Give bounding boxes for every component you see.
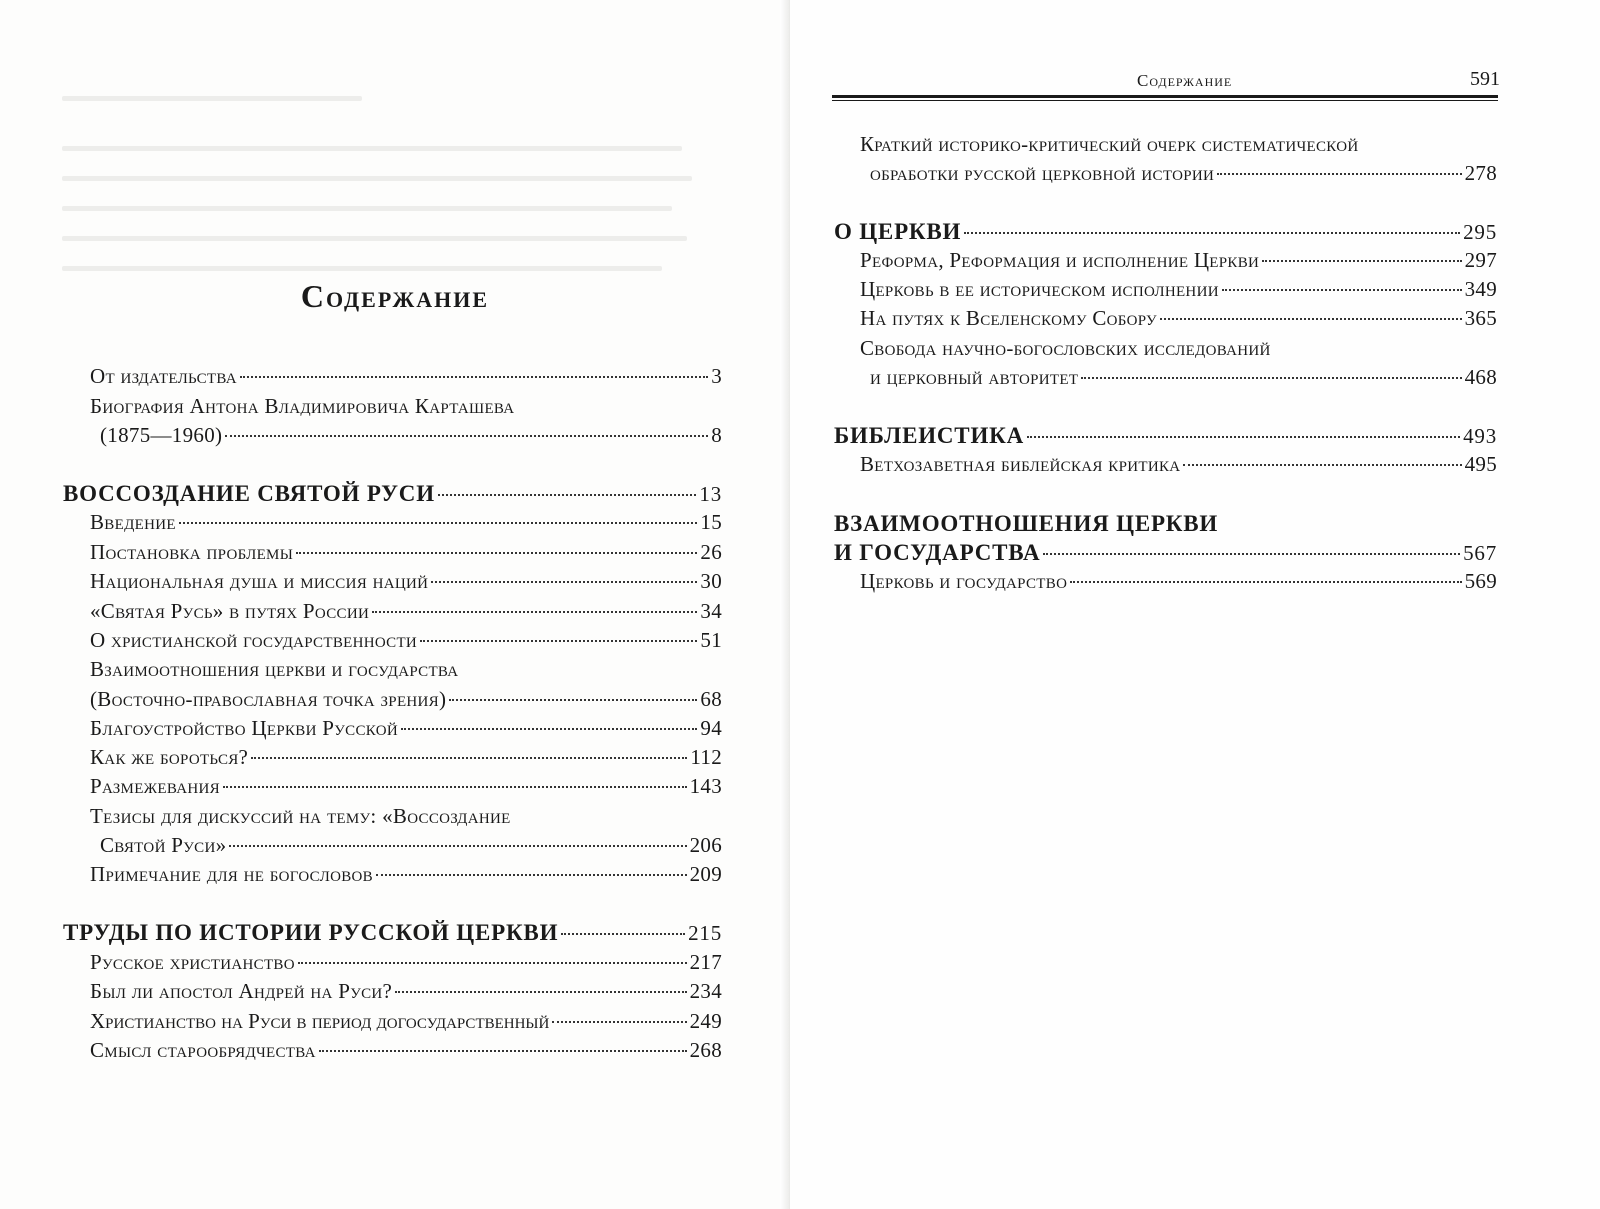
toc-entry-title: От издательства [90,364,237,388]
dot-leader [319,1050,687,1052]
toc-entry-title[interactable]: Свобода научно-богословских исследований [860,336,1271,360]
dot-leader [438,494,696,496]
toc-entry[interactable] [90,948,722,977]
toc-entry[interactable] [90,714,722,743]
toc-entry[interactable] [860,450,1497,479]
toc-entry[interactable] [860,304,1497,333]
toc-entry[interactable] [90,508,722,537]
toc-entry-page: 297 [1464,248,1497,272]
toc-entry-page: 143 [689,774,722,798]
toc-entry-page: 3 [711,364,722,388]
dot-leader [251,757,687,759]
toc-entry-title: Смысл старообрядчества [90,1038,316,1062]
toc-entry-title: Реформа, Реформация и исполнение Церкви [860,248,1260,272]
toc-entry[interactable] [90,538,722,567]
toc-entry[interactable] [860,567,1497,596]
toc-entry-page: 493 [1463,424,1497,448]
dot-leader [449,699,697,701]
dot-leader [1043,553,1460,555]
toc-entry[interactable] [870,159,1497,188]
dot-leader [1217,173,1461,175]
dot-leader [1160,318,1462,320]
bleed-through [62,176,692,181]
bleed-through [62,146,682,151]
dot-leader [225,435,708,437]
toc-entry-page: 217 [689,950,722,974]
toc-entry[interactable] [90,860,722,889]
toc-entry[interactable] [90,977,722,1006]
toc-entry-title[interactable]: Биография Антона Владимировича Карташева [90,394,515,418]
toc-entry-page: 8 [711,423,722,447]
bleed-through [62,96,362,101]
toc-section[interactable] [834,421,1497,451]
toc-entry-page: 94 [700,716,722,740]
toc-entry-title: Как же бороться? [90,745,249,769]
toc-entry[interactable] [90,685,722,714]
bleed-through [62,236,687,241]
dot-leader [1262,260,1461,262]
toc-entry-title: О христианской государственности [90,628,418,652]
toc-entry-page: 234 [689,979,722,1003]
header-rule [832,95,1498,98]
toc-entry-title: Благоустройство Церкви Русской [90,716,398,740]
dot-leader [223,786,687,788]
toc-entry-page: 34 [700,599,722,623]
dot-leader [1222,289,1462,291]
dot-leader [401,728,697,730]
toc-entry-title: Введение [90,510,176,534]
toc-entry-page: 112 [690,745,722,769]
toc-entry-title: Размежевания [90,774,220,798]
toc-entry[interactable] [90,567,722,596]
toc-section[interactable] [63,918,722,948]
toc-entry-page: 68 [700,687,722,711]
toc-entry-page: 495 [1464,452,1497,476]
toc-entry-title: Церковь в ее историческом исполнении [860,277,1219,301]
toc-entry[interactable] [860,275,1497,304]
toc-entry-page: 51 [700,628,722,652]
dot-leader [552,1021,686,1023]
dot-leader [395,991,686,993]
toc-entry-page: 365 [1464,306,1497,330]
dot-leader [561,933,685,935]
toc-section-title: БИБЛЕИСТИКА [834,423,1025,448]
toc-section-title: О ЦЕРКВИ [834,219,962,244]
toc-entry[interactable] [90,772,722,801]
bleed-through [62,266,662,271]
dot-leader [964,232,1460,234]
toc-section-title: ТРУДЫ ПО ИСТОРИИ РУССКОЙ ЦЕРКВИ [63,920,559,945]
dot-leader [296,552,697,554]
toc-entry-title: и церковный авторитет [870,365,1079,389]
toc-entry[interactable] [860,246,1497,275]
header-rule-thin [832,100,1498,101]
toc-entry[interactable] [90,743,722,772]
toc-entry-page: 249 [689,1009,722,1033]
toc-entry-page: 468 [1464,365,1497,389]
toc-entry[interactable] [100,831,722,860]
toc-entry-title: обработки русской церковной истории [870,161,1215,185]
dot-leader [1027,436,1460,438]
toc-entry[interactable] [90,1036,722,1065]
toc-entry-title[interactable]: Краткий историко-критический очерк систематической [860,132,1359,156]
page-number: 591 [1470,68,1500,90]
left-page [0,0,790,1209]
toc-section-title: И ГОСУДАРСТВА [834,540,1041,565]
running-head: Содержание [1137,71,1233,90]
toc-entry-title: Ветхозаветная библейская критика [860,452,1181,476]
toc-entry[interactable] [90,626,722,655]
toc-entry-page: 349 [1464,277,1497,301]
toc-section[interactable] [834,217,1497,247]
dot-leader [1183,464,1461,466]
toc-section[interactable] [63,479,722,509]
toc-entry-title: Примечание для не богословов [90,862,373,886]
toc-entry-title: Русское христианство [90,950,295,974]
dot-leader [229,845,686,847]
dot-leader [1070,581,1461,583]
toc-entry-title[interactable]: Тезисы для дискуссий на тему: «Воссоздание [90,804,511,828]
toc-section-title: ВОССОЗДАНИЕ СВЯТОЙ РУСИ [63,481,435,506]
dot-leader [179,522,698,524]
toc-entry-page: 206 [689,833,722,857]
dot-leader [420,640,697,642]
toc-entry-page: 15 [700,510,722,534]
toc-entry-page: 13 [699,482,722,506]
toc-section-title[interactable]: ВЗАИМООТНОШЕНИЯ ЦЕРКВИ [834,511,1219,536]
page-title: Содержание [300,278,490,314]
toc-entry[interactable] [90,362,722,391]
toc-entry[interactable] [870,363,1497,392]
toc-entry-title: (Восточно-православная точка зрения) [90,687,447,711]
dot-leader [431,581,697,583]
toc-entry-title: «Святая Русь» в путях России [90,599,370,623]
dot-leader [240,376,708,378]
dot-leader [298,962,687,964]
toc-entry-page: 295 [1463,220,1497,244]
bleed-through [62,206,672,211]
toc-entry-page: 278 [1464,161,1497,185]
toc-entry-title: Христианство на Руси в период догосударственный [90,1009,550,1033]
toc-entry-title: Церковь и государство [860,569,1068,593]
toc-entry-title: На путях к Вселенскому Собору [860,306,1157,330]
toc-entry[interactable] [90,1007,722,1036]
toc-entry-title: Национальная душа и миссия наций [90,569,429,593]
toc-entry[interactable] [100,421,722,450]
toc-entry-page: 215 [688,921,722,945]
toc-entry-page: 209 [689,862,722,886]
dot-leader [372,611,697,613]
toc-entry[interactable] [90,597,722,626]
toc-entry-title: (1875—1960) [100,423,223,447]
dot-leader [1081,377,1461,379]
toc-entry-page: 569 [1464,569,1497,593]
toc-entry-page: 567 [1463,541,1497,565]
toc-entry-title: Был ли апостол Андрей на Руси? [90,979,393,1003]
toc-entry-title[interactable]: Взаимоотношения церкви и государства [90,657,459,681]
dot-leader [376,874,687,876]
toc-entry-title: Постановка проблемы [90,540,294,564]
toc-entry-title: Святой Руси» [100,833,227,857]
toc-entry-page: 26 [700,540,722,564]
toc-section[interactable] [834,538,1497,568]
toc-entry-page: 30 [700,569,722,593]
toc-entry-page: 268 [689,1038,722,1062]
